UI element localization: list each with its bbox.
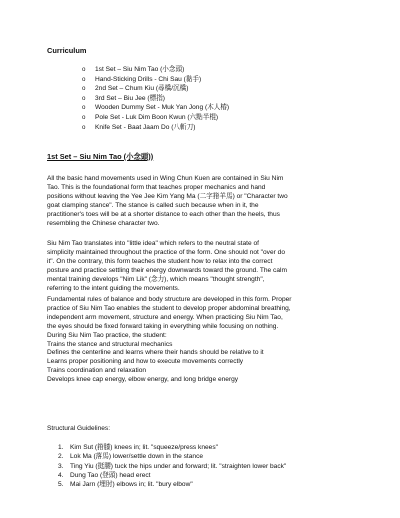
- guidelines-title: Structural Guidelines:: [47, 425, 111, 432]
- list-number: 1.: [58, 444, 64, 451]
- text-line: the eyes should be fixed forward taking in everything while focusing on nothing.: [47, 322, 279, 330]
- guideline-text: Dung Tao (登頭) head erect: [70, 471, 151, 479]
- text-line: positions without leaving the Yee Jee Kim Yang Ma (二字箝羊馬) or "Character two: [47, 192, 288, 200]
- guideline-text: Lok Ma (落馬) lower/settle down in the stance: [70, 453, 204, 461]
- list-number: 4.: [58, 471, 64, 479]
- text-line: resembling the Chinese character two.: [47, 219, 160, 227]
- text-line: Siu Nim Tao translates into "little idea" which refers to the neutral state of: [47, 240, 260, 247]
- guideline-text: Mai Jarn (埋肘) elbows in; lit. "bury elbow": [70, 481, 193, 489]
- bullet-icon: o: [82, 94, 86, 102]
- guideline-text: Kim Sut (箝膝) knees in; lit. "squeeze/press knees": [70, 444, 218, 451]
- curriculum-item-label: Pole Set - Luk Dim Boon Kwun (六點半棍): [95, 113, 219, 121]
- bullet-icon: o: [82, 123, 86, 131]
- text-line: practice of Siu Nim Tao enables the student to develop proper abdominal breathing,: [47, 304, 291, 312]
- paragraph-fundamentals: [47, 296, 377, 385]
- paragraph-translation: [47, 240, 377, 293]
- paragraph-intro: [47, 175, 377, 228]
- bullet-icon: o: [82, 85, 86, 93]
- text-line: Learns proper positioning and how to execute movements correctly: [47, 358, 244, 366]
- text-line: practitioner's toes will be at a shorter distance to each other than the heels, thus: [47, 210, 280, 218]
- guideline-text: Ting Yiu (挺腰) tuck the hips under and forward; lit. "straighten lower back": [70, 462, 287, 470]
- curriculum-item-label: Hand-Sticking Drills - Chi Sau (黏手): [95, 75, 202, 83]
- bullet-icon: o: [82, 75, 86, 83]
- list-number: 2.: [58, 453, 64, 461]
- text-line: Trains the stance and structural mechanics: [47, 340, 173, 348]
- curriculum-item-label: 1st Set – Siu Nim Tao (小念頭): [95, 66, 185, 73]
- list-number: 3.: [58, 462, 64, 470]
- text-line: posture and practice settling their energy downwards toward the ground. The calm: [47, 266, 287, 274]
- text-line: mental training develops "Nim Lik" (念力), which means "thought strength",: [47, 275, 265, 283]
- curriculum-item-label: Knife Set - Baat Jaam Do (八斬刀): [95, 123, 196, 131]
- bullet-icon: o: [82, 66, 86, 73]
- text-line: goat clamping stance". The stance is called such because when in it, the: [47, 201, 259, 209]
- text-line: Defines the centerline and learns where their hands should be relative to it: [47, 349, 264, 357]
- curriculum-item-label: 2nd Set – Chum Kiu (尋橋/沉橋): [95, 85, 189, 93]
- bullet-icon: o: [82, 113, 86, 121]
- text-line: simplicity maintained throughout the practice of the form. One should not "over do: [47, 248, 286, 256]
- section-heading: 1st Set – Siu Nim Tao (小念頭)): [47, 152, 154, 161]
- text-line: it". On the contrary, this form teaches the student how to relax into the correct: [47, 257, 273, 265]
- text-line: Fundamental rules of balance and body structure are developed in this form. Proper: [47, 296, 292, 303]
- text-line: referring to the intent guiding the movements.: [47, 284, 180, 292]
- text-line: Tao. This is the foundational form that teaches proper mechanics and hand: [47, 183, 266, 191]
- curriculum-item-label: 3rd Set – Biu Jee (標指): [95, 94, 165, 102]
- text-line: All the basic hand movements used in Wing Chun Kuen are contained in Siu Nim: [47, 175, 284, 182]
- text-line: Trains coordination and relaxation: [47, 367, 147, 375]
- text-line: During Siu Nim Tao practice, the student:: [47, 331, 167, 339]
- curriculum-title: Curriculum: [47, 46, 87, 55]
- bullet-icon: o: [82, 104, 86, 112]
- text-line: Develops knee cap energy, elbow energy, and long bridge energy: [47, 376, 239, 384]
- curriculum-item-label: Wooden Dummy Set - Muk Yan Jong (木人樁): [95, 104, 230, 112]
- list-number: 5.: [58, 481, 64, 489]
- text-line: independent arm movement, structure and energy. When practicing Siu Nim Tao,: [47, 313, 283, 321]
